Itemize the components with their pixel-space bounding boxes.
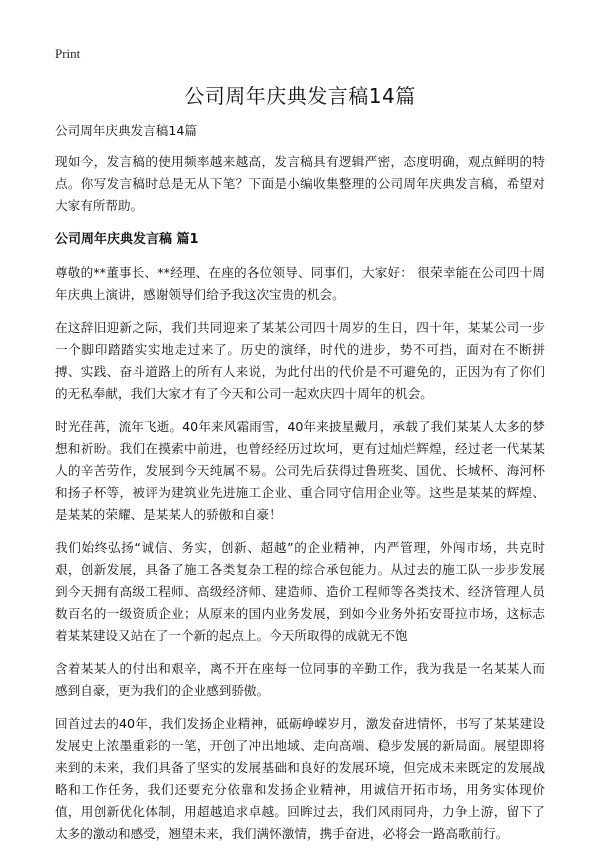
- intro-paragraph: 现如今，发言稿的使用频率越来越高，发言稿具有逻辑严密，态度明确，观点鲜明的特点。你写发言稿时总是无从下笔？下面是小编收集整理的公司周年庆典发言稿，希望对大家有所帮助。: [55, 154, 545, 213]
- body-paragraph: 我们始终弘扬“诚信、务实，创新、超越”的企业精神，内严管理，外闯市场，共克时艰，创新发展，具备了施工各类复杂工程的综合承包能力。从过去的施工队一步步发展到今天拥有高级工程师、高级经济师、建造师、造价工程师等各类技术、经济管理人员数百名的一级资质企业；从原来的国内业务发展，到如今业务外拓安哥拉市场，这标志着某某建设又站在了一个新的起点上。今天所取得的成就无不饱: [55, 540, 545, 643]
- body-paragraph: 尊敬的**董事长、**经理、在座的各位领导、同事们，大家好： 很荣幸能在公司四十周年庆典上演讲，感谢领导们给予我这次宝贵的机会。: [55, 265, 545, 302]
- body-paragraph: 时光荏苒，流年飞逝。40年来风霜雨雪，40年来披星戴月，承载了我们某某人太多的梦想和祈盼。我们在摸索中前进，也曾经经历过坎坷，更有过灿烂辉煌，经过老一代某某人的辛苦劳作，发展到今天纯属不易。公司先后获得过鲁班奖、国优、长城杯、海河杯和扬子杯等，被评为建筑业先进施工企业、重合同守信用企业等。这些是某某的辉煌、是某某的荣耀、是某某人的骄傲和自豪！: [55, 419, 545, 522]
- body-paragraph: 含着某某人的付出和艰辛，离不开在座每一位同事的辛勤工作，我为我是一名某某人而感到自豪，更为我们的企业感到骄傲。: [55, 661, 545, 698]
- body-paragraph: 在这辞旧迎新之际，我们共同迎来了某某公司四十周岁的生日，四十年，某某公司一步一个脚印踏踏实实地走过来了。历史的演绎，时代的进步，势不可挡，面对在不断拼搏、实践、奋斗道路上的所有人来说，为此付出的代价是不可避免的，正因为有了你们的无私奉献，我们大家才有了今天和公司一起欢庆四十周年的机会。: [55, 320, 545, 401]
- document-body: [55, 120, 545, 856]
- section-heading: 公司周年庆典发言稿 篇1: [55, 232, 199, 247]
- document-subtitle: 公司周年庆典发言稿14篇: [55, 123, 197, 138]
- page-title: 公司周年庆典发言稿14篇: [184, 84, 416, 108]
- print-link[interactable]: Print: [55, 46, 81, 61]
- body-paragraph: 回首过去的40年，我们发扬企业精神，砥砺峥嵘岁月，激发奋进情怀，书写了某某建设发展史上浓墨重彩的一笔，开创了冲出地域、走向高端、稳步发展的新局面。展望即将来到的未来，我们具备了坚实的发展基础和良好的发展环境，但完成未来既定的发展战略和工作任务，我们还要充分依靠和发扬企业精神，用诚信开拓市场，用务实体现价值，用创新优化体制，用超越追求卓越。回眸过去，我们风雨同舟，力争上游，留下了太多的激动和感受，翘望未来，我们满怀激情，携手奋进，必将会一路高歌前行。: [55, 716, 545, 841]
